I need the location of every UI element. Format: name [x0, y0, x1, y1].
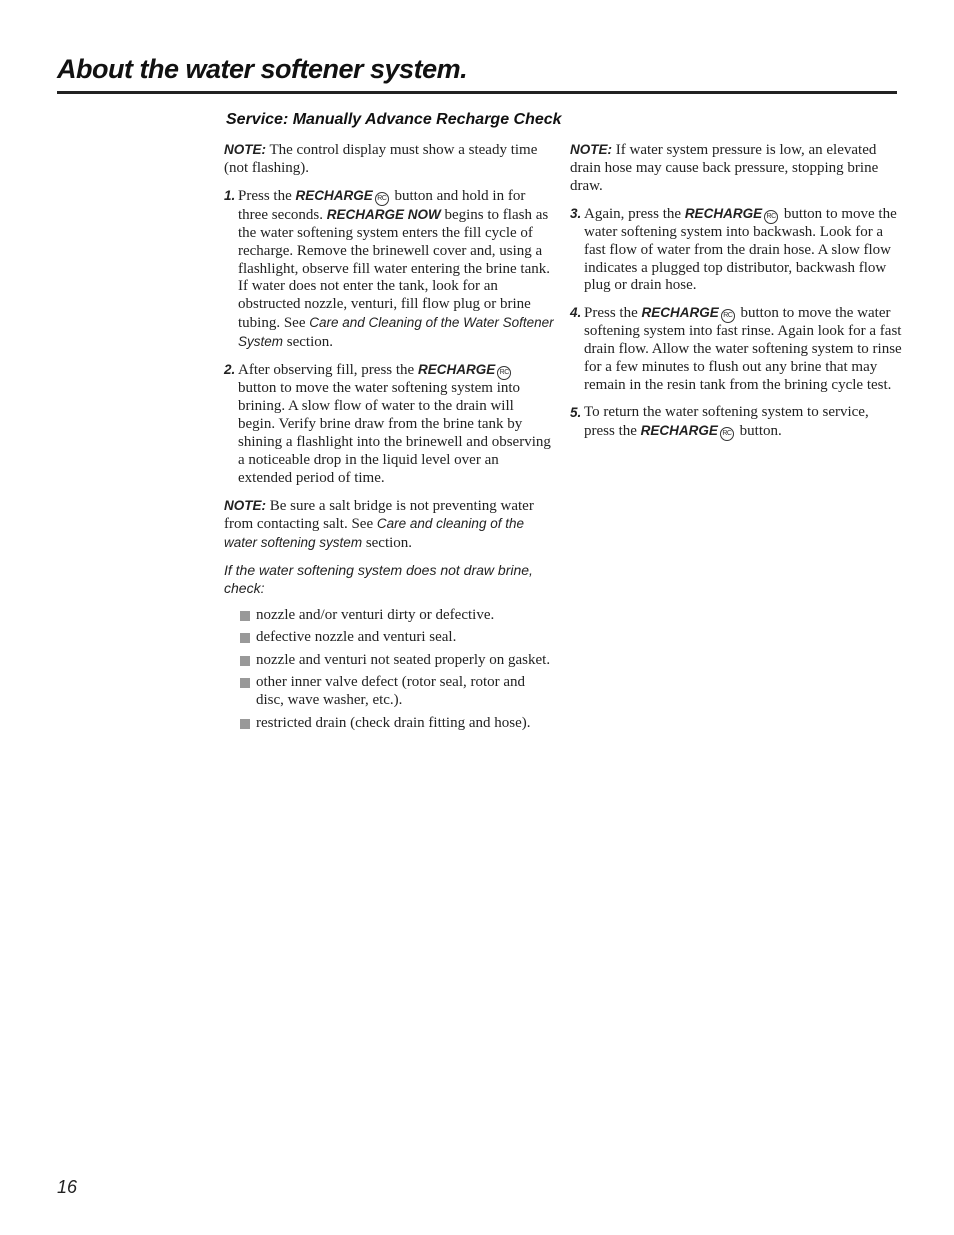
note-salt-bridge — [224, 497, 554, 554]
recharge-button-icon: RC — [764, 210, 778, 224]
section-reference: Care and Cleaning of the Water Softener System — [238, 315, 554, 350]
recharge-button-icon: RC — [375, 192, 389, 206]
step-5 — [570, 404, 902, 441]
check-list — [240, 607, 554, 732]
recharge-keyword: RECHARGE — [295, 187, 373, 203]
step-number: 3. — [570, 205, 582, 221]
list-item — [240, 652, 554, 670]
list-item — [240, 715, 554, 733]
square-bullet-icon — [240, 678, 250, 688]
step-text: Press the — [584, 305, 642, 322]
step-text: button and hold in for three seconds. — [238, 187, 526, 223]
square-bullet-icon — [240, 633, 250, 643]
note-text: The control display must show a steady time (not flashing). — [224, 142, 538, 176]
step-number: 1. — [224, 187, 236, 203]
step-number: 4. — [570, 305, 582, 321]
check-intro: If the water softening system does not draw brine, check: — [224, 562, 533, 597]
recharge-button-icon: RC — [497, 366, 511, 380]
step-text: begins to flash as the water softening system enters the fill cycle of recharge. Remove the brinewell cover and, using a flashlight, observe fill water entering the brine tank. If water does not enter the tank, look for an obstructed nozzle, venturi, fill flow plug or brine tubing. See — [238, 206, 550, 332]
list-item — [240, 674, 554, 710]
recharge-now-keyword: RECHARGE NOW — [326, 206, 441, 222]
list-item-text: defective nozzle and venturi seal. — [256, 629, 457, 646]
recharge-button-icon: RC — [720, 427, 734, 441]
step-text: Again, press the — [584, 205, 685, 222]
step-number: 5. — [570, 404, 582, 420]
list-item-text: nozzle and/or venturi dirty or defective. — [256, 607, 495, 624]
recharge-keyword: RECHARGE — [641, 305, 719, 321]
page-title: About the water softener system. — [57, 54, 468, 84]
step-text: button to move the water softening system into fast rinse. Again look for a fast drain flow. Allow the water softening system to rinse for a few minutes to flush out any brine that may remain in the resin tank from the brining cycle test. — [584, 305, 902, 394]
page-number: 16 — [57, 1177, 78, 1197]
note-pressure — [570, 141, 902, 196]
list-item-text: nozzle and venturi not seated properly on gasket. — [256, 651, 551, 668]
title-rule — [57, 91, 897, 94]
section-reference: Care and cleaning of the water softening system — [224, 516, 524, 551]
note-label: NOTE: — [224, 142, 266, 157]
square-bullet-icon — [240, 719, 250, 729]
note-label: NOTE: — [224, 497, 266, 513]
list-item-text: restricted drain (check drain fitting and hose). — [256, 714, 531, 731]
recharge-keyword: RECHARGE — [640, 422, 718, 438]
list-item — [240, 629, 554, 647]
step-2 — [224, 361, 554, 487]
step-text: section. — [283, 334, 334, 351]
note-text: Be sure a salt bridge is not preventing water from contacting salt. See — [224, 497, 534, 533]
step-4 — [570, 304, 902, 395]
step-text: button. — [735, 422, 782, 439]
step-1 — [224, 187, 554, 352]
left-column — [224, 141, 554, 737]
note-text: section. — [362, 535, 413, 552]
step-text: To return the water softening system to service, press the — [584, 403, 869, 439]
list-item — [240, 607, 554, 625]
note-label: NOTE: — [570, 142, 612, 157]
recharge-keyword: RECHARGE — [417, 362, 496, 378]
square-bullet-icon — [240, 611, 250, 621]
step-text: Press the — [238, 187, 296, 204]
right-column — [570, 141, 902, 450]
recharge-keyword: RECHARGE — [684, 205, 763, 221]
list-item-text: other inner valve defect (rotor seal, rotor and disc, wave washer, etc.). — [256, 674, 526, 709]
note-display — [224, 141, 554, 178]
square-bullet-icon — [240, 656, 250, 666]
note-text: If water system pressure is low, an elevated drain hose may cause back pressure, stopping brine draw. — [570, 142, 879, 194]
step-number: 2. — [224, 362, 236, 378]
recharge-button-icon: RC — [721, 309, 735, 323]
step-text: After observing fill, press the — [238, 362, 418, 379]
section-heading: Service: Manually Advance Recharge Check — [226, 111, 562, 128]
step-text: button to move the water softening system into backwash. Look for a fast flow of water from the drain hose. A slow flow indicates a plugged top distributor, backwash flow plug or drain hose. — [584, 205, 897, 294]
step-text: button to move the water softening system into brining. A slow flow of water to the drain will begin. Verify brine draw from the brine tank by shining a flashlight into the brinewell and observing a noticeable drop in the liquid level over an extended period of time. — [238, 380, 551, 486]
step-3 — [570, 205, 902, 296]
